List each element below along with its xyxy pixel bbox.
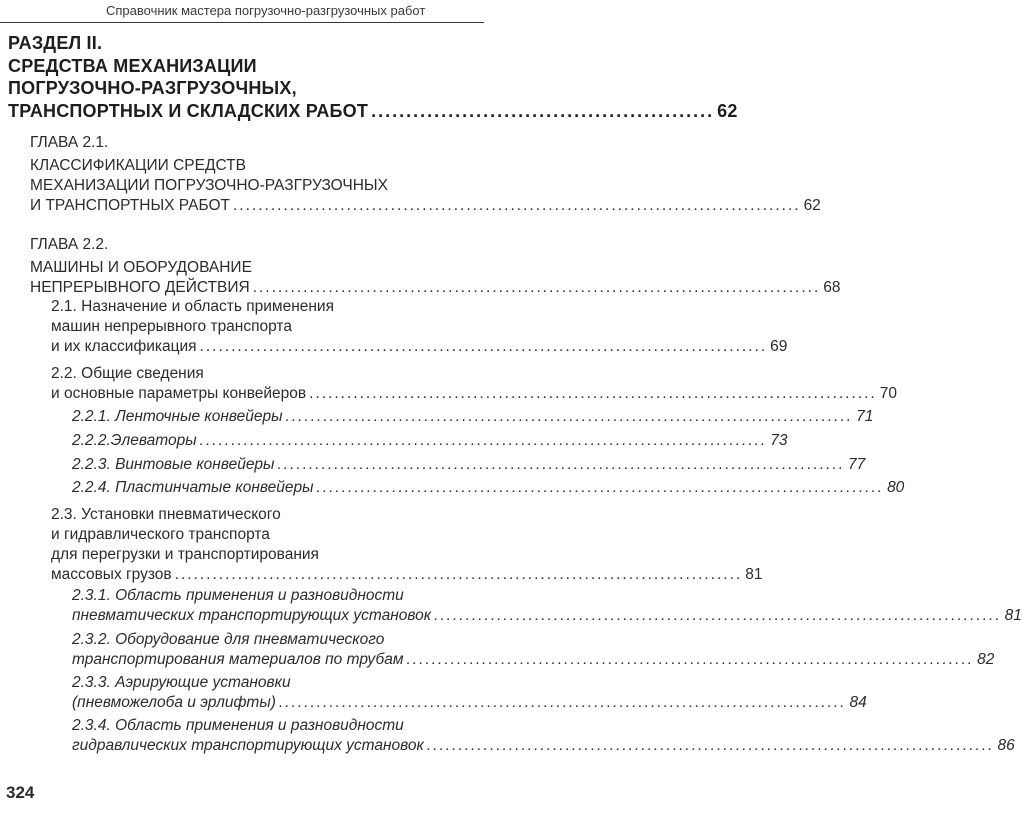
entry-leader: [72, 606, 1022, 626]
chapter-2-1: [30, 133, 821, 216]
entry-line: 2.3.2. Оборудование для пневматического: [72, 631, 385, 648]
leader-dots: ..........................................................................................: [285, 408, 854, 425]
entry-line: гидравлических транспортирующих установок: [72, 737, 424, 754]
entry-leader: [72, 478, 905, 498]
section-page: 62: [717, 100, 738, 121]
entry-line: для перегрузки и транспортирования: [51, 546, 319, 563]
entry-page: 71: [856, 408, 874, 425]
leader-dots: ..........................................................................................: [426, 737, 995, 754]
chapter-page: 68: [823, 279, 841, 296]
toc-entry: [51, 505, 763, 585]
entry-line: пневматических транспортирующих установок: [72, 607, 432, 624]
entry-page: 84: [849, 694, 867, 711]
entry-page: 70: [879, 385, 897, 402]
entry-line: 2.2.4. Пластинчатые конвейеры: [72, 479, 314, 496]
chapter-2-2: [30, 235, 841, 298]
leader-dots: ..........................................................................................: [174, 566, 743, 583]
chapter-page: 62: [803, 197, 821, 214]
leader-dots: ..........................................................................................: [252, 279, 821, 296]
entry-line: 2.2.2.Элеваторы: [72, 432, 197, 449]
entry-line: (пневможелоба и эрлифты): [72, 694, 276, 711]
entry-leader: [72, 431, 788, 451]
entry-page: 82: [977, 651, 995, 668]
entry-line: и основные параметры конвейеров: [51, 385, 307, 402]
entry-page: 77: [848, 456, 866, 473]
entry-line: и их классификация: [51, 338, 197, 355]
toc-entry: [72, 673, 867, 713]
toc-entry: [51, 364, 897, 404]
section-title-line: ТРАНСПОРТНЫХ И СКЛАДСКИХ РАБОТ: [8, 100, 369, 121]
toc-entry: [72, 407, 874, 427]
chapter-leader: [30, 196, 821, 216]
entry-leader: [72, 407, 874, 427]
entry-line: 2.2.3. Винтовые конвейеры: [72, 456, 275, 473]
leader-dots: .................................................: [371, 100, 715, 121]
entry-leader: [51, 565, 763, 585]
running-head: [0, 0, 484, 23]
toc-entry: [72, 478, 905, 498]
toc-entry: [72, 586, 1022, 626]
chapter-title-line: НЕПРЕРЫВНОГО ДЕЙСТВИЯ: [30, 279, 250, 296]
leader-dots: ..........................................................................................: [199, 338, 768, 355]
section-title-line: СРЕДСТВА МЕХАНИЗАЦИИ: [8, 55, 257, 76]
entry-page: 69: [770, 338, 788, 355]
entry-line: 2.2. Общие сведения: [51, 365, 204, 382]
entry-page: 80: [887, 479, 905, 496]
entry-leader: [72, 455, 866, 475]
entry-leader: [72, 693, 867, 713]
leader-dots: ..........................................................................................: [232, 197, 801, 214]
running-head-text: Справочник мастера погрузочно-разгрузочных работ: [106, 3, 426, 18]
chapter-title-line: МЕХАНИЗАЦИИ ПОГРУЗОЧНО-РАЗГРУЗОЧНЫХ: [30, 177, 388, 194]
section-title-leader: [8, 100, 738, 123]
entry-line: машин непрерывного транспорта: [51, 318, 292, 335]
section-heading: [8, 32, 738, 122]
leader-dots: ..........................................................................................: [278, 694, 847, 711]
chapter-title-line: И ТРАНСПОРТНЫХ РАБОТ: [30, 197, 230, 214]
toc-entry: [72, 455, 866, 475]
entry-page: 81: [1004, 607, 1022, 624]
entry-page: 73: [770, 432, 788, 449]
entry-leader: [72, 736, 1015, 756]
section-title-line: ПОГРУЗОЧНО-РАЗГРУЗОЧНЫХ,: [8, 78, 297, 98]
entry-line: 2.3.4. Область применения и разновидности: [72, 717, 404, 734]
leader-dots: ..........................................................................................: [309, 385, 877, 402]
toc-entry: [51, 297, 788, 357]
entry-line: и гидравлического транспорта: [51, 526, 270, 543]
leader-dots: ..........................................................................................: [277, 456, 846, 473]
chapter-leader: [30, 278, 841, 298]
toc-entry: [72, 630, 995, 670]
chapter-label: ГЛАВА 2.2.: [30, 236, 109, 253]
page-number: 324: [6, 783, 35, 802]
toc-entry: [72, 431, 788, 451]
entry-leader: [51, 337, 788, 357]
entry-line: 2.3.1. Область применения и разновидности: [72, 587, 404, 604]
entry-line: 2.3. Установки пневматического: [51, 506, 281, 523]
leader-dots: ..........................................................................................: [406, 651, 975, 668]
entry-line: 2.2.1. Ленточные конвейеры: [72, 408, 283, 425]
entry-line: массовых грузов: [51, 566, 172, 583]
entry-leader: [72, 650, 995, 670]
entry-page: 86: [997, 737, 1015, 754]
entry-line: транспортирования материалов по трубам: [72, 651, 404, 668]
entry-line: 2.1. Назначение и область применения: [51, 298, 334, 315]
chapter-title-line: КЛАССИФИКАЦИИ СРЕДСТВ: [30, 157, 246, 174]
leader-dots: ..........................................................................................: [199, 432, 768, 449]
chapter-label: ГЛАВА 2.1.: [30, 134, 109, 151]
entry-line: 2.3.3. Аэрирующие установки: [72, 674, 291, 691]
section-label: РАЗДЕЛ II.: [8, 33, 103, 53]
leader-dots: ..........................................................................................: [434, 607, 1002, 624]
toc-entry: [72, 716, 1015, 756]
leader-dots: ..........................................................................................: [316, 479, 885, 496]
entry-page: 81: [745, 566, 763, 583]
entry-leader: [51, 384, 897, 404]
chapter-title-line: МАШИНЫ И ОБОРУДОВАНИЕ: [30, 259, 252, 276]
